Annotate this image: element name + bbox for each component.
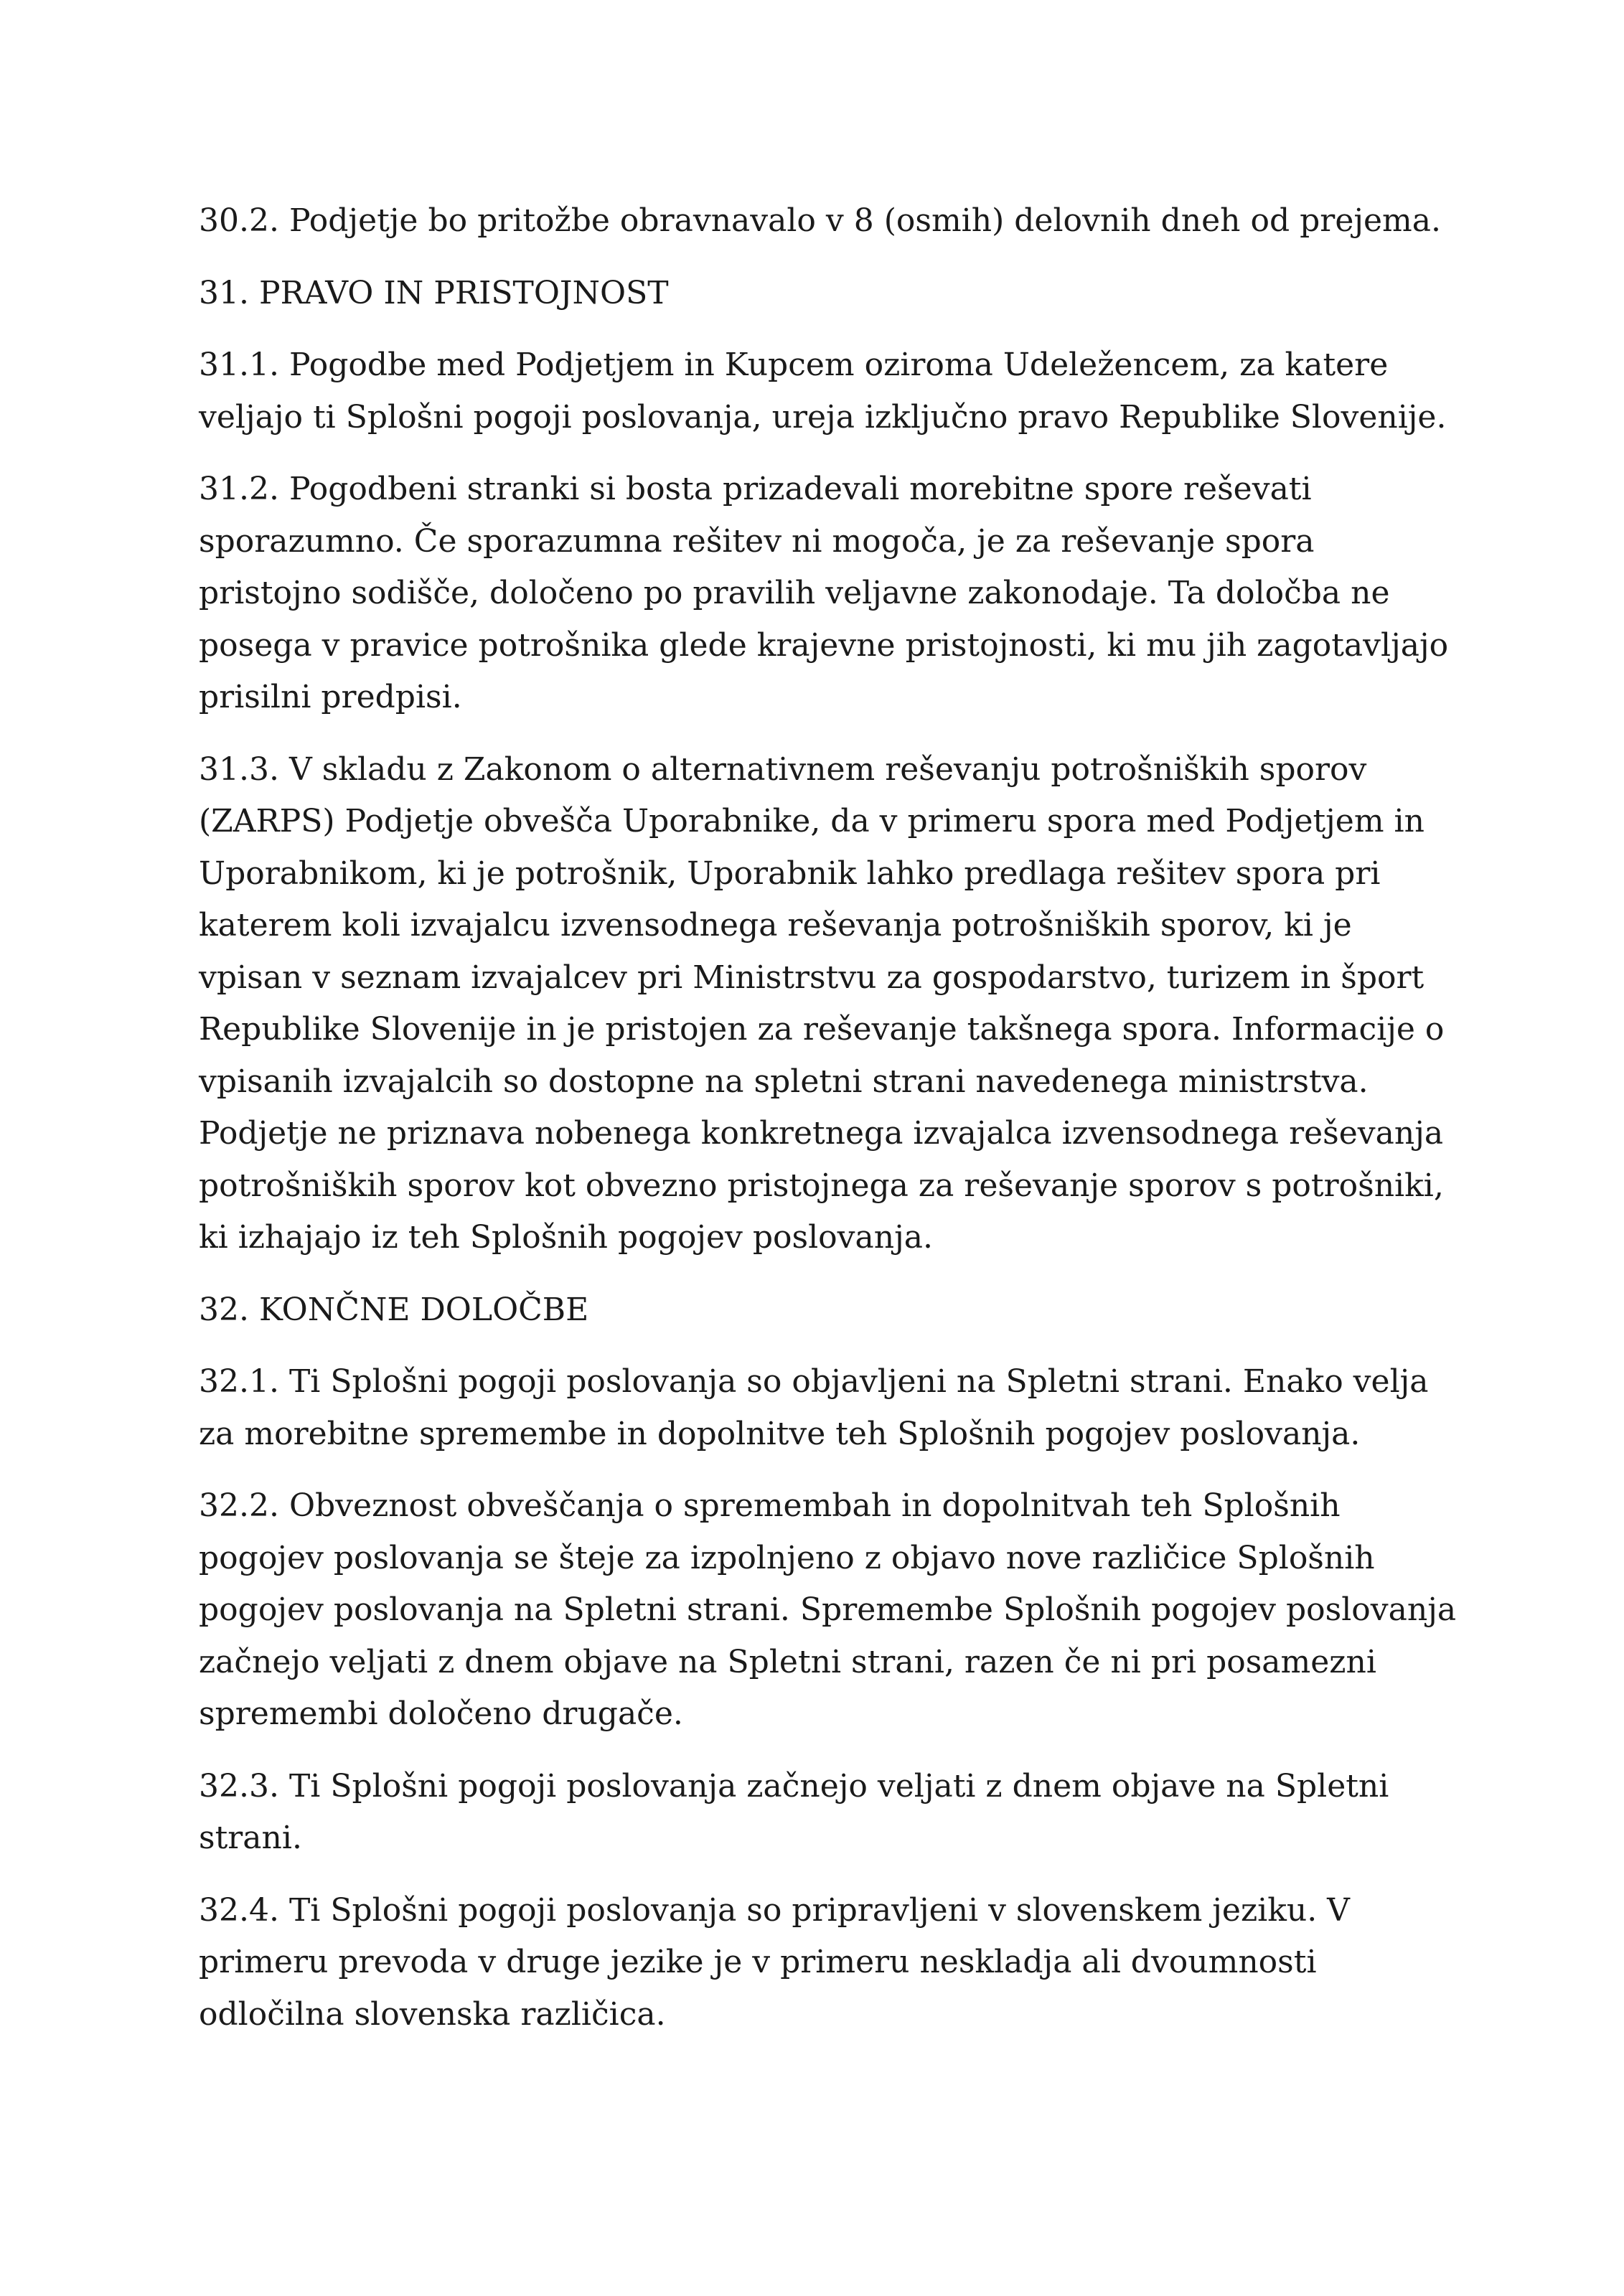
clause-31-3: 31.3. V skladu z Zakonom o alternativnem reševanju potrošniških sporov (ZARPS) Podjetje obvešča Uporabnike, da v primeru spora med Podjetjem in Uporabnikom, ki je potrošnik, Uporabnik lahko predlaga rešitev spora pri katerem koli izvajalcu izvensodnega reševanja potrošniških sporov, ki je vpisan v seznam izvajalcev pri Ministrstvu za gospodarstvo, turizem in šport Republike Slovenije in je pristojen za reševanje takšnega spora. Informacije o vpisanih izvajalcih so dostopne na spletni strani navedenega ministrstva. Podjetje ne priznava nobenega konkretnega izvajalca izvensodnega reševanja potrošniških sporov kot obvezno pristojnega za reševanje sporov s potrošniki, ki izhajajo iz teh Splošnih pogojev poslovanja. bbox=[199, 751, 1445, 1256]
document-page bbox=[199, 195, 1462, 2061]
clause-31-1: 31.1. Pogodbe med Podjetjem in Kupcem oziroma Udeležencem, za katere veljajo ti Splošni pogoji poslovanja, ureja izključno pravo Republike Slovenije. bbox=[199, 347, 1447, 436]
clause-32-1: 32.1. Ti Splošni pogoji poslovanja so objavljeni na Spletni strani. Enako velja za morebitne spremembe in dopolnitve teh Splošnih pogojev poslovanja. bbox=[199, 1363, 1429, 1452]
clause-31-2: 31.2. Pogodbeni stranki si bosta prizadevali morebitne spore reševati sporazumno. Če sporazumna rešitev ni mogoča, je za reševanje spora pristojno sodišče, določeno po pravilih veljavne zakonodaje. Ta določba ne posega v pravice potrošnika glede krajevne pristojnosti, ki mu jih zagotavljajo prisilni predpisi. bbox=[199, 471, 1449, 715]
clause-30-2: 30.2. Podjetje bo pritožbe obravnavalo v 8 (osmih) delovnih dneh od prejema. bbox=[199, 202, 1441, 239]
clause-32-2: 32.2. Obveznost obveščanja o spremembah in dopolnitvah teh Splošnih pogojev poslovanja se šteje za izpolnjeno z objavo nove različice Splošnih pogojev poslovanja na Spletni strani. Spremembe Splošnih pogojev poslovanja začnejo veljati z dnem objave na Spletni strani, razen če ni pri posamezni spremembi določeno drugače. bbox=[199, 1487, 1457, 1732]
section-32-heading: 32. KONČNE DOLOČBE bbox=[199, 1291, 589, 1328]
clause-32-3: 32.3. Ti Splošni pogoji poslovanja začnejo veljati z dnem objave na Spletni strani. bbox=[199, 1767, 1389, 1856]
section-31-heading: 31. PRAVO IN PRISTOJNOST bbox=[199, 274, 669, 311]
clause-32-4: 32.4. Ti Splošni pogoji poslovanja so pripravljeni v slovenskem jeziku. V primeru prevoda v druge jezike je v primeru neskladja ali dvoumnosti odločilna slovenska različica. bbox=[199, 1891, 1350, 2033]
